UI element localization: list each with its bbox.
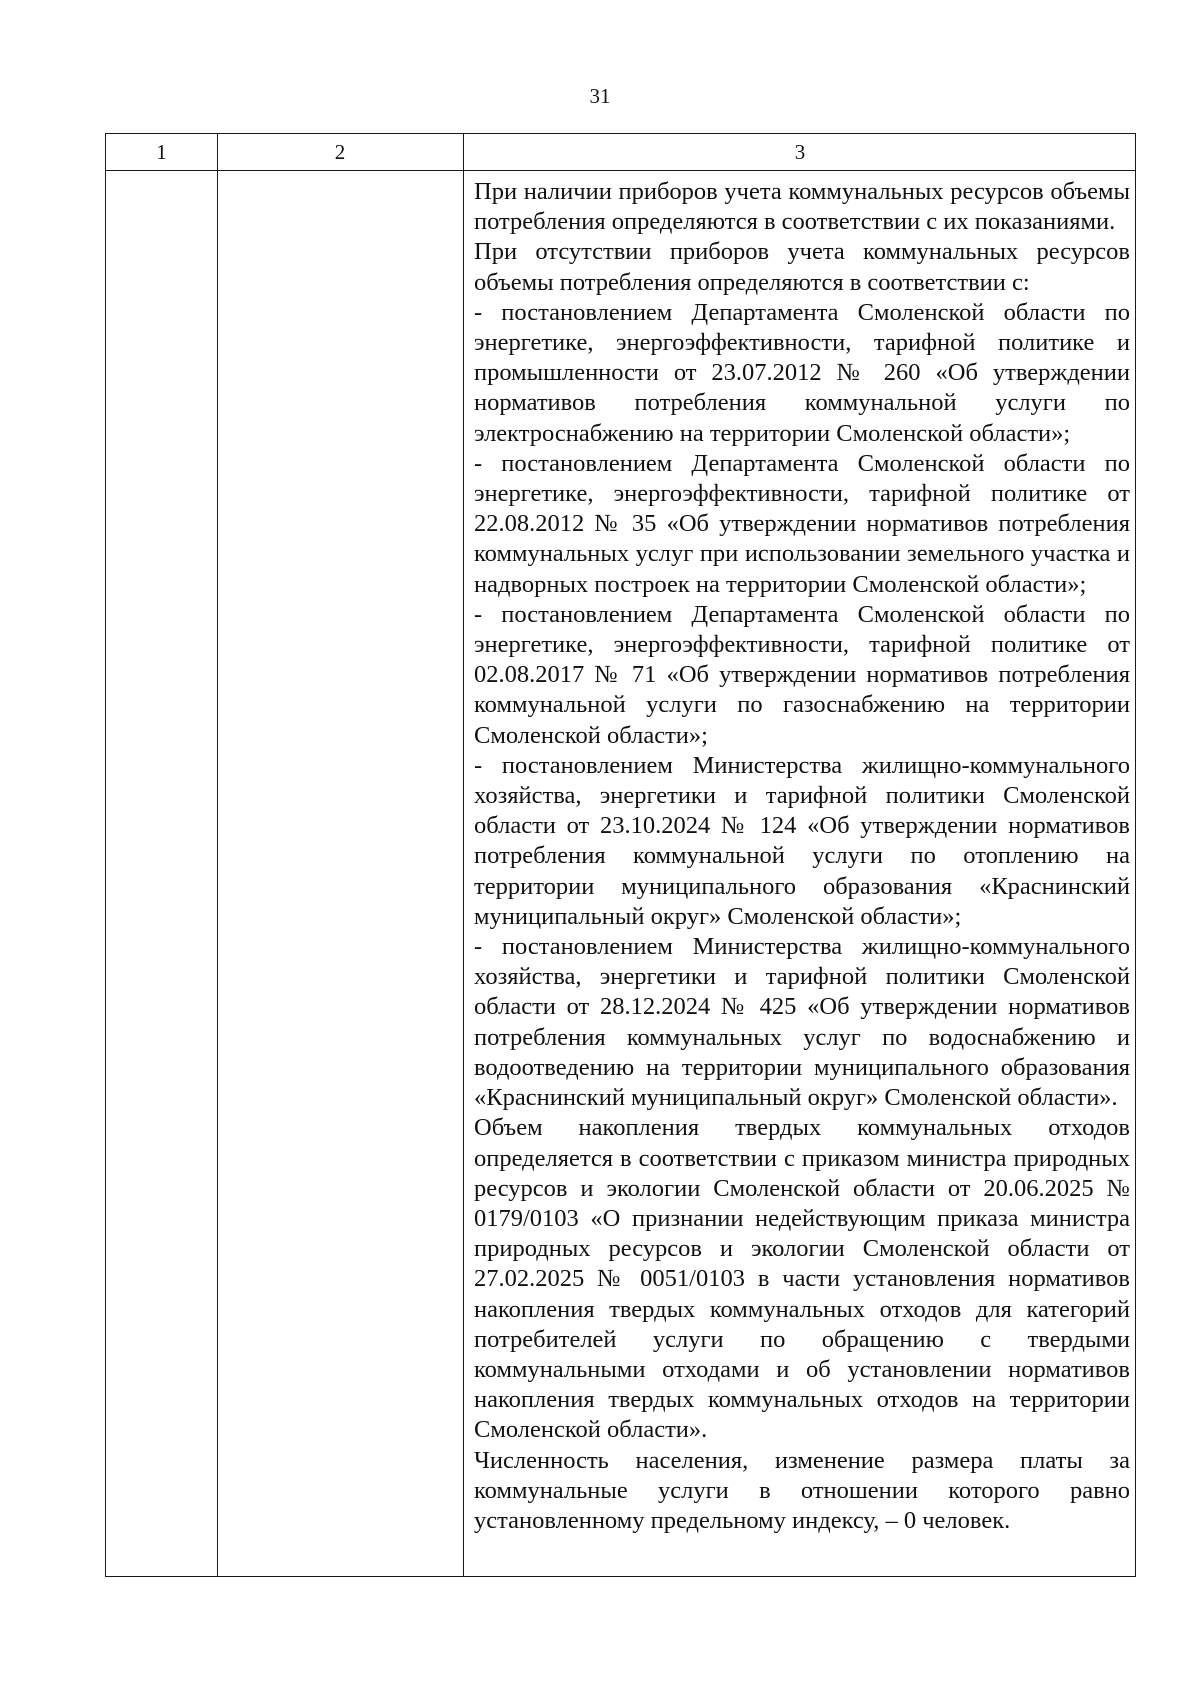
paragraph-resolution-gas: - постановлением Департамента Смоленской области по энергетике, энергоэффективности, тарифной политике от 02.08.2017 № 71 «Об утверждении нормативов потребления коммунальной услуги по газоснабжению на территории Смоленской области»; [474,600,1130,749]
paragraph-resolution-water: - постановлением Министерства жилищно-коммунального хозяйства, энергетики и тарифной политики Смоленской области от 28.12.2024 № 425 «Об утверждении нормативов потребления коммунальных услуг по водоснабжению и водоотведению на территории муниципального образования «Краснинский муниципальный округ» Смоленской области». [474,933,1130,1112]
column-3-content [474,177,1130,1536]
paragraph-solid-waste: Объем накопления твердых коммунальных отходов определяется в соответствии с приказом министра природных ресурсов и экологии Смоленской области от 20.06.2025 № 0179/0103 «О признании недействующим приказа министра природных ресурсов и экологии Смоленской области от 27.02.2025 № 0051/0103 в части установления нормативов накопления твердых коммунальных отходов для категорий потребителей услуги по обращению с твердыми коммунальными отходами и об установлении нормативов накопления твердых коммунальных отходов на территории Смоленской области». [474,1114,1130,1444]
column-header-2: 2 [334,140,346,164]
paragraph-no-meters-intro: При отсутствии приборов учета коммунальных ресурсов объемы потребления определяются в соответствии с: [474,238,1130,296]
paragraph-resolution-land-plot: - постановлением Департамента Смоленской области по энергетике, энергоэффективности, тарифной политике от 22.08.2012 № 35 «Об утверждении нормативов потребления коммунальных услуг при использовании земельного участка и надворных построек на территории Смоленской области»; [474,449,1130,598]
page-number: 31 [589,84,611,108]
paragraph-population: Численность населения, изменение размера платы за коммунальные услуги в отношении которого равно установленному предельному индексу, – 0 человек. [474,1446,1130,1534]
column-header-1: 1 [156,140,167,164]
paragraph-resolution-heating: - постановлением Министерства жилищно-коммунального хозяйства, энергетики и тарифной политики Смоленской области от 23.10.2024 № 124 «Об утверждении нормативов потребления коммунальной услуги по отоплению на территории муниципального образования «Краснинский муниципальный округ» Смоленской области»; [474,751,1130,930]
paragraph-meter-readings: При наличии приборов учета коммунальных ресурсов объемы потребления определяются в соответствии с их показаниями. [474,178,1130,236]
column-divider-1 [217,134,218,1576]
column-header-3: 3 [794,140,806,164]
column-divider-2 [463,134,464,1576]
header-divider [106,170,1135,171]
paragraph-resolution-electricity: - постановлением Департамента Смоленской области по энергетике, энергоэффективности, тарифной политике и промышленности от 23.07.2012 № 260 «Об утверждении нормативов потребления коммунальной услуги по электроснабжению на территории Смоленской области»; [474,298,1130,447]
document-table [105,133,1136,1577]
